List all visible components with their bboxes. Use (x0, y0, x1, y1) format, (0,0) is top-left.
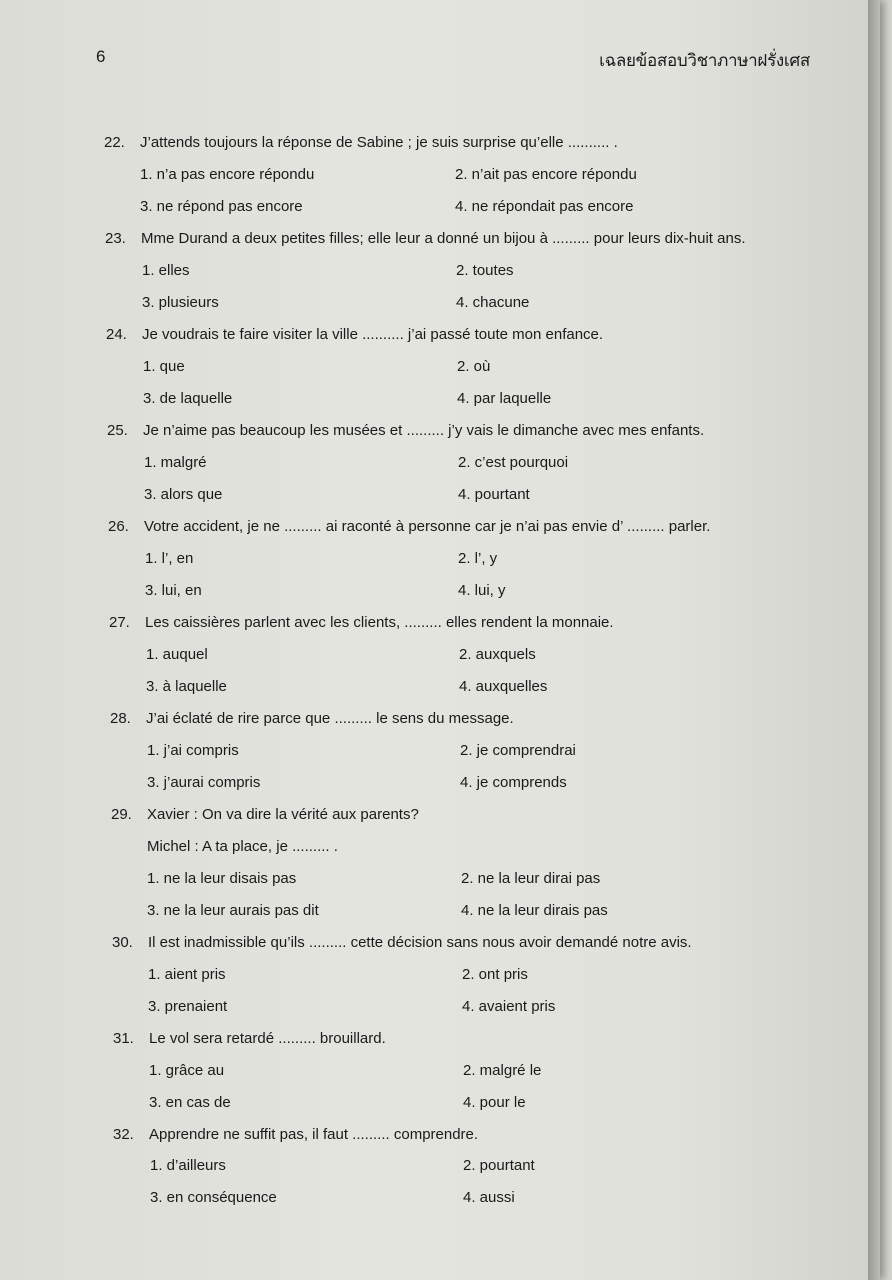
option-32-4: 4. aussi (463, 1189, 515, 1206)
option-26-2: 2. l’, y (458, 550, 498, 567)
option-27-4: 4. auxquelles (459, 678, 548, 695)
option-25-2: 2. c’est pourquoi (458, 454, 569, 471)
option-30-4: 4. avaient pris (462, 998, 556, 1015)
question-number: 32. (113, 1126, 134, 1143)
question-31 (113, 1029, 386, 1049)
option-23-3: 3. plusieurs (142, 294, 219, 311)
question-number: 30. (112, 934, 133, 951)
option-25-3: 3. alors que (144, 486, 223, 503)
question-text: Les caissières parlent avec les clients, ......... elles rendent la monnaie. (145, 614, 614, 631)
option-22-4: 4. ne répondait pas encore (455, 198, 634, 215)
option-26-4: 4. lui, y (458, 582, 506, 599)
option-28-1: 1. j’ai compris (147, 742, 239, 759)
option-22-3: 3. ne répond pas encore (140, 198, 303, 215)
page-number: 6 (96, 47, 106, 66)
option-29-4: 4. ne la leur dirais pas (461, 902, 608, 919)
option-28-4: 4. je comprends (460, 774, 567, 791)
option-27-2: 2. auxquels (459, 646, 536, 663)
option-32-1: 1. d’ailleurs (150, 1157, 226, 1174)
page-edge (868, 0, 880, 1280)
question-29 (111, 805, 419, 825)
option-24-4: 4. par laquelle (457, 390, 552, 407)
question-30 (112, 933, 692, 953)
question-26 (108, 517, 710, 537)
question-number: 24. (106, 326, 127, 343)
question-22 (104, 133, 618, 153)
question-28 (110, 709, 514, 729)
option-31-3: 3. en cas de (149, 1094, 231, 1111)
question-text: Il est inadmissible qu’ils ......... cette décision sans nous avoir demandé notre avis. (148, 934, 692, 951)
option-23-4: 4. chacune (456, 294, 530, 311)
option-26-1: 1. l’, en (145, 550, 194, 567)
question-text: Le vol sera retardé ......... brouillard. (149, 1030, 386, 1047)
question-32 (113, 1125, 478, 1145)
option-26-3: 3. lui, en (145, 582, 202, 599)
option-22-1: 1. n’a pas encore répondu (140, 166, 315, 183)
question-number: 25. (107, 422, 128, 439)
question-number: 28. (110, 710, 131, 727)
option-31-1: 1. grâce au (149, 1062, 225, 1079)
option-30-1: 1. aient pris (148, 966, 226, 983)
question-number: 31. (113, 1030, 134, 1047)
question-25 (107, 421, 704, 441)
question-text: Je n’aime pas beaucoup les musées et ......... j’y vais le dimanche avec mes enfants. (143, 422, 705, 439)
question-number: 26. (108, 518, 129, 535)
option-31-2: 2. malgré le (463, 1062, 542, 1079)
question-number: 23. (105, 230, 126, 247)
question-29-dialogue: Michel : A ta place, je ......... . (147, 838, 338, 855)
option-24-2: 2. où (457, 358, 491, 375)
option-29-1: 1. ne la leur disais pas (147, 870, 297, 887)
option-27-1: 1. auquel (146, 646, 208, 663)
question-text: Xavier : On va dire la vérité aux parents? (147, 806, 419, 823)
question-text: J’ai éclaté de rire parce que ......... le sens du message. (146, 710, 514, 727)
question-text: Apprendre ne suffit pas, il faut ......... comprendre. (149, 1126, 479, 1143)
option-29-2: 2. ne la leur dirai pas (461, 870, 601, 887)
question-text: J’attends toujours la réponse de Sabine ; je suis surprise qu’elle .......... . (140, 134, 618, 151)
option-22-2: 2. n’ait pas encore répondu (455, 166, 637, 183)
option-23-2: 2. toutes (456, 262, 514, 279)
option-23-1: 1. elles (142, 262, 190, 279)
question-text: Je voudrais te faire visiter la ville .......... j’ai passé toute mon enfance. (142, 326, 604, 343)
question-number: 27. (109, 614, 130, 631)
option-30-3: 3. prenaient (148, 998, 228, 1015)
running-title: เฉลยข้อสอบวิชาภาษาฝรั่งเศส (599, 51, 810, 70)
question-24 (106, 325, 603, 345)
option-32-3: 3. en conséquence (150, 1189, 277, 1206)
option-32-2: 2. pourtant (463, 1157, 535, 1174)
option-30-2: 2. ont pris (462, 966, 528, 983)
question-number: 29. (111, 806, 132, 823)
option-29-3: 3. ne la leur aurais pas dit (147, 902, 319, 919)
option-27-3: 3. à laquelle (146, 678, 227, 695)
option-28-2: 2. je comprendrai (460, 742, 576, 759)
question-number: 22. (104, 134, 125, 151)
question-text: Votre accident, je ne ......... ai raconté à personne car je n’ai pas envie d’ ......... parler. (144, 518, 711, 535)
question-text: Mme Durand a deux petites filles; elle leur a donné un bijou à ......... pour leurs dix-huit ans. (141, 230, 746, 247)
option-25-1: 1. malgré (144, 454, 207, 471)
option-24-1: 1. que (143, 358, 185, 375)
option-28-3: 3. j’aurai compris (147, 774, 261, 791)
option-24-3: 3. de laquelle (143, 390, 233, 407)
option-31-4: 4. pour le (463, 1094, 526, 1111)
question-27 (109, 613, 614, 633)
option-25-4: 4. pourtant (458, 486, 530, 503)
question-23 (105, 229, 746, 249)
